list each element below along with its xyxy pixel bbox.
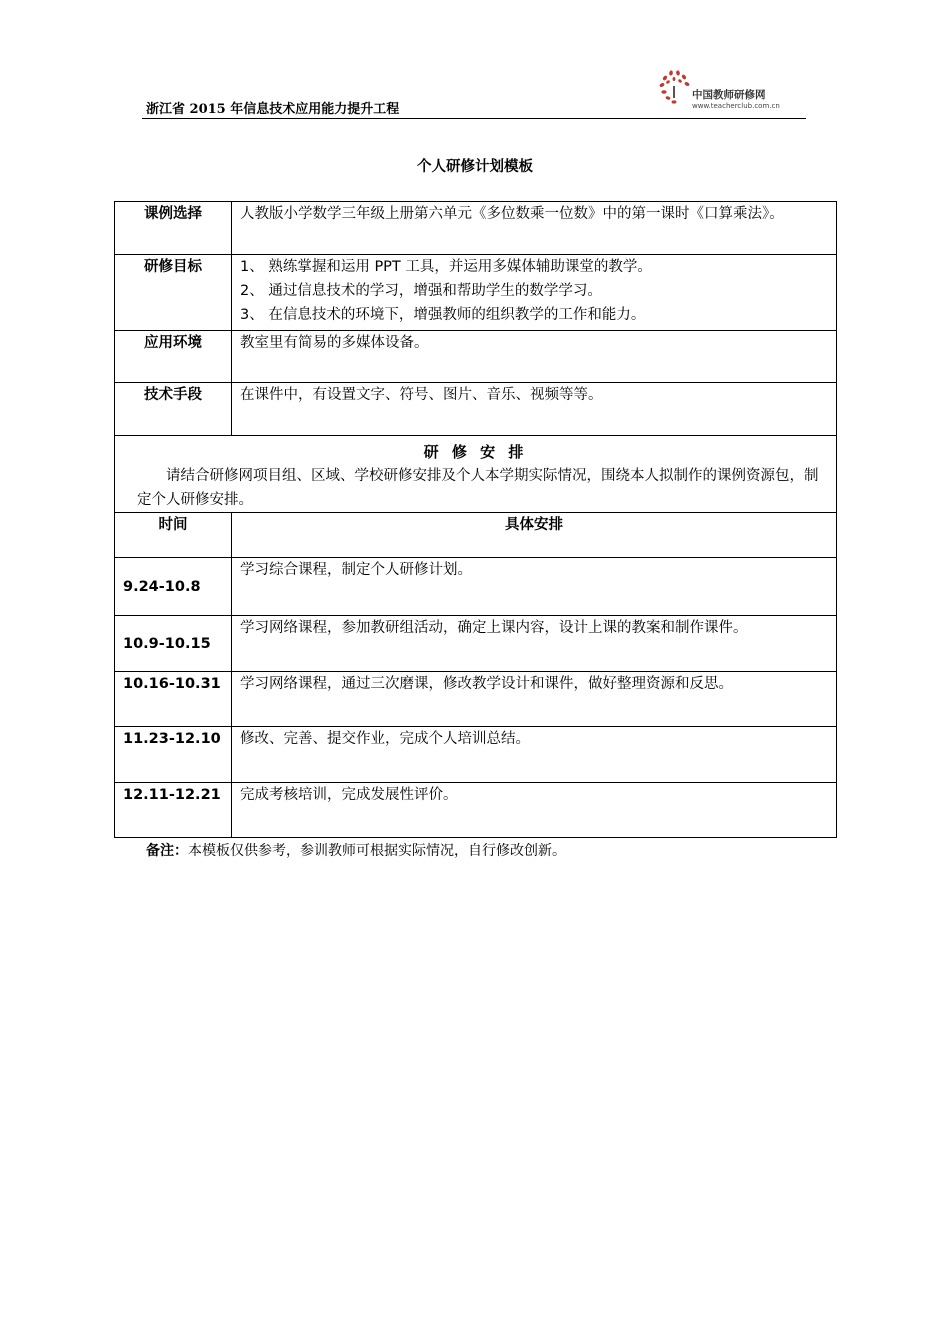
footnote: [146, 840, 566, 860]
table-row: [115, 783, 837, 838]
header-title: 浙江省 2015 年信息技术应用能力提升工程: [146, 102, 400, 117]
table-row: [115, 558, 837, 616]
footnote-label: 备注：: [146, 843, 188, 859]
schedule-header-detail: 具体安排: [232, 513, 837, 558]
schedule-time: 9.24-10.8: [115, 558, 232, 616]
goal-line-1: 1、 熟练掌握和运用 PPT 工具，并运用多媒体辅助课堂的教学。: [240, 259, 652, 275]
table-row: [115, 255, 837, 331]
schedule-time: 10.16-10.31: [115, 672, 232, 727]
row-label-goals: 研修目标: [115, 255, 232, 331]
row-label-case: 课例选择: [115, 202, 232, 255]
row-label-environment: 应用环境: [115, 331, 232, 383]
logo-name: 中国教师研修网: [692, 89, 766, 101]
schedule-detail: 完成考核培训，完成发展性评价。: [232, 783, 837, 838]
schedule-detail: 修改、完善、提交作业，完成个人培训总结。: [232, 727, 837, 783]
row-content-environment: 教室里有简易的多媒体设备。: [232, 331, 837, 383]
logo: [656, 66, 806, 116]
table-row: [115, 202, 837, 255]
table-row: [115, 436, 837, 513]
arrangement-cell: [115, 436, 837, 513]
table-row: [115, 383, 837, 436]
schedule-header-time: 时间: [115, 513, 232, 558]
schedule-detail: 学习综合课程，制定个人研修计划。: [232, 558, 837, 616]
arrangement-title: 研 修 安 排: [423, 443, 528, 461]
goal-line-2: 2、 通过信息技术的学习，增强和帮助学生的数学学习。: [240, 283, 602, 299]
table-row: [115, 331, 837, 383]
goal-line-3: 3、 在信息技术的环境下，增强教师的组织教学的工作和能力。: [240, 307, 646, 323]
logo-url: www.teacherclub.com.cn: [692, 102, 780, 110]
table-row: [115, 672, 837, 727]
row-label-technique: 技术手段: [115, 383, 232, 436]
schedule-detail: 学习网络课程，通过三次磨课，修改教学设计和课件，做好整理资源和反思。: [232, 672, 837, 727]
schedule-header-row: [115, 513, 837, 558]
schedule-time: 12.11-12.21: [115, 783, 232, 838]
footnote-text: 本模板仅供参考，参训教师可根据实际情况，自行修改创新。: [188, 843, 566, 859]
header-divider: [142, 118, 806, 119]
schedule-detail: 学习网络课程，参加教研组活动，确定上课内容，设计上课的教案和制作课件。: [232, 616, 837, 672]
row-content-goals: [232, 255, 837, 331]
schedule-time: 10.9-10.15: [115, 616, 232, 672]
arrangement-description: 请结合研修网项目组、区域、学校研修安排及个人本学期实际情况，围绕本人拟制作的课例资源包，制定个人研修安排。: [137, 468, 819, 508]
table-row: [115, 727, 837, 783]
logo-emblem-icon: [656, 68, 692, 112]
row-content-case: 人教版小学数学三年级上册第六单元《多位数乘一位数》中的第一课时《口算乘法》。: [232, 202, 837, 255]
plan-table: [114, 201, 837, 838]
table-row: [115, 616, 837, 672]
document-title: 个人研修计划模板: [417, 159, 533, 175]
row-content-technique: 在课件中，有设置文字、符号、图片、音乐、视频等等。: [232, 383, 837, 436]
schedule-time: 11.23-12.10: [115, 727, 232, 783]
